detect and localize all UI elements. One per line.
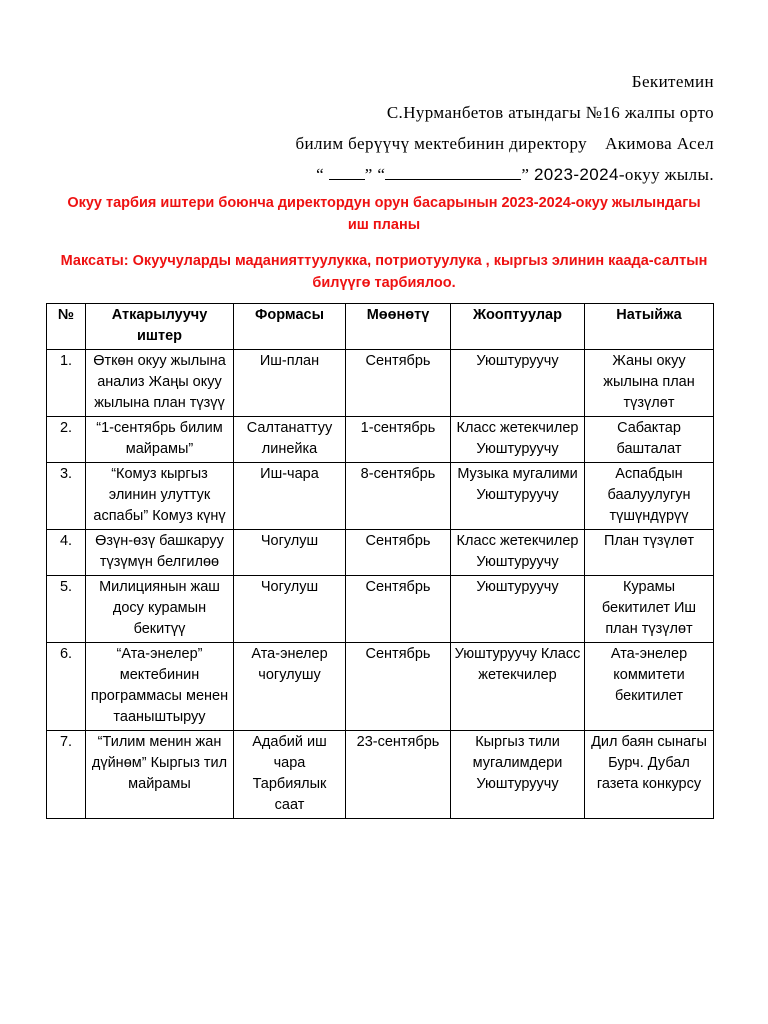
- cell-form: Иш-чара: [234, 463, 346, 530]
- cell-responsible: Класс жетекчилер Уюштуруучу: [451, 417, 585, 463]
- school-year-suffix: -окуу жылы.: [618, 165, 714, 184]
- cell-form: Чогулуш: [234, 576, 346, 643]
- cell-form: Ата-энелер чогулушу: [234, 643, 346, 731]
- cell-number: 6.: [47, 643, 86, 731]
- cell-activity: “Ата-энелер” мектебинин программасы менен тааныштыруу: [86, 643, 234, 731]
- document-goal: Максаты: Окуучуларды маданияттуулукка, потриотуулука , кыргыз элинин каада-салтын билүүгө тарбиялоо.: [60, 253, 708, 291]
- approval-heading: Бекитемин: [631, 72, 714, 91]
- approval-block: [295, 66, 714, 190]
- cell-deadline: 23-сентябрь: [346, 731, 451, 819]
- cell-result: Дил баян сынагы Бурч. Дубал газета конкурсу: [585, 731, 714, 819]
- cell-responsible: Музыка мугалими Уюштуруучу: [451, 463, 585, 530]
- cell-responsible: Кыргыз тили мугалимдери Уюштуруучу: [451, 731, 585, 819]
- table-row: [47, 530, 714, 576]
- cell-activity: “Комуз кыргыз элинин улуттук аспабы” Комуз күнү: [86, 463, 234, 530]
- cell-result: Жаны окуу жылына план түзүлөт: [585, 350, 714, 417]
- cell-form: Иш-план: [234, 350, 346, 417]
- header-form: Формасы: [234, 304, 346, 350]
- cell-number: 2.: [47, 417, 86, 463]
- cell-activity: Милициянын жаш досу курамын бекитүү: [86, 576, 234, 643]
- director-role: билим берүүчү мектебинин директору: [295, 134, 588, 153]
- cell-responsible: Уюштуруучу Класс жетекчилер: [451, 643, 585, 731]
- director-name: Акимова Асел: [605, 134, 714, 153]
- cell-activity: “Тилим менин жан дүйнөм” Кыргыз тил майрамы: [86, 731, 234, 819]
- cell-result: План түзүлөт: [585, 530, 714, 576]
- cell-activity: Өзүн-өзү башкаруу түзүмүн белгилөө: [86, 530, 234, 576]
- cell-responsible: Класс жетекчилер Уюштуруучу: [451, 530, 585, 576]
- cell-result: Сабактар башталат: [585, 417, 714, 463]
- cell-deadline: Сентябрь: [346, 350, 451, 417]
- header-responsible: Жооптуулар: [451, 304, 585, 350]
- header-deadline: Мөөнөтү: [346, 304, 451, 350]
- cell-responsible: Уюштуруучу: [451, 350, 585, 417]
- director-line: [295, 128, 714, 159]
- table-row: [47, 463, 714, 530]
- date-line: [295, 159, 714, 190]
- header-result: Натыйжа: [585, 304, 714, 350]
- cell-deadline: Сентябрь: [346, 576, 451, 643]
- cell-result: Курамы бекитилет Иш план түзүлөт: [585, 576, 714, 643]
- cell-number: 3.: [47, 463, 86, 530]
- school-year: 2023-2024: [533, 165, 619, 184]
- cell-activity: “1-сентябрь билим майрамы”: [86, 417, 234, 463]
- table-row: [47, 643, 714, 731]
- school-name: С.Нурманбетов атындагы №16 жалпы орто: [386, 103, 714, 122]
- header-activities: Аткарылуучу иштер: [86, 304, 234, 350]
- table-row: [47, 731, 714, 819]
- month-blank: [385, 165, 521, 180]
- day-blank: [329, 165, 365, 180]
- table-header-row: [47, 304, 714, 350]
- quote-close: ”: [521, 165, 530, 184]
- cell-form: Салтанаттуу линейка: [234, 417, 346, 463]
- cell-deadline: 1-сентябрь: [346, 417, 451, 463]
- cell-form: Адабий иш чара Тарбиялык саат: [234, 731, 346, 819]
- cell-number: 7.: [47, 731, 86, 819]
- quote-middle: ” “: [364, 165, 386, 184]
- plan-table: [46, 303, 714, 819]
- cell-result: Аспабдын баалуулугун түшүндүрүү: [585, 463, 714, 530]
- cell-deadline: 8-сентябрь: [346, 463, 451, 530]
- table-row: [47, 576, 714, 643]
- cell-deadline: Сентябрь: [346, 643, 451, 731]
- cell-responsible: Уюштуруучу: [451, 576, 585, 643]
- document-title: Окуу тарбия иштери боюнча директордун орун басарынын 2023-2024-окуу жылындагы иш планы: [67, 195, 701, 233]
- table-row: [47, 350, 714, 417]
- cell-number: 5.: [47, 576, 86, 643]
- quote-open: “: [316, 165, 325, 184]
- cell-form: Чогулуш: [234, 530, 346, 576]
- cell-number: 1.: [47, 350, 86, 417]
- cell-activity: Өткөн окуу жылына анализ Жаңы окуу жылына план түзүү: [86, 350, 234, 417]
- table-row: [47, 417, 714, 463]
- cell-deadline: Сентябрь: [346, 530, 451, 576]
- header-number: №: [47, 304, 86, 350]
- cell-number: 4.: [47, 530, 86, 576]
- cell-result: Ата-энелер коммитети бекитилет: [585, 643, 714, 731]
